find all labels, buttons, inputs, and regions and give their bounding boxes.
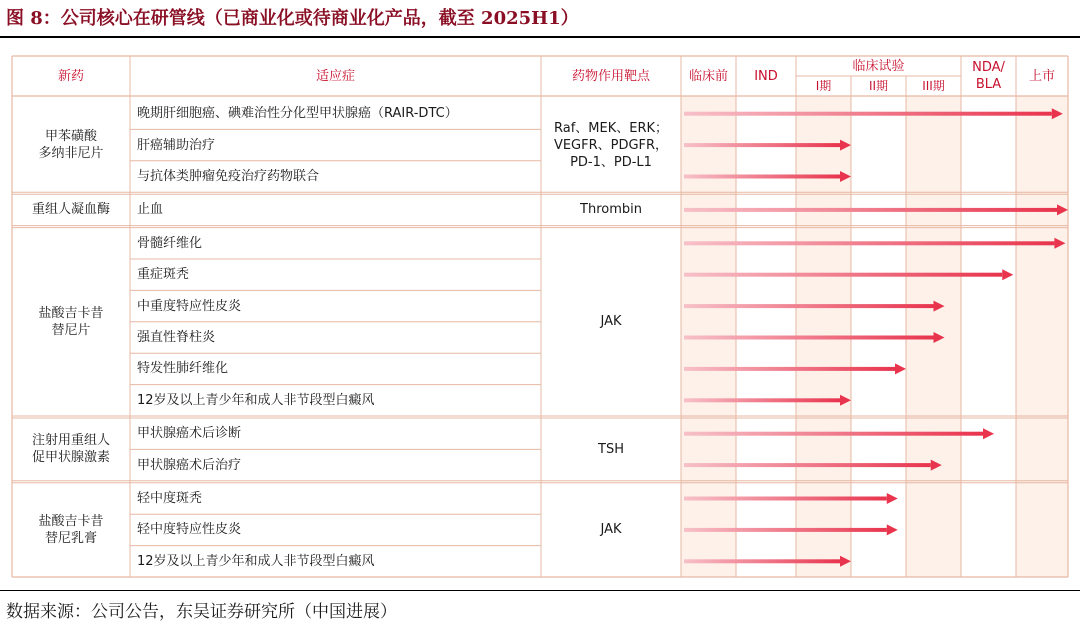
indication-0-0-text: 晚期肝细胞癌、碘难治性分化型甲状腺癌（RAIR-DTC） [137, 106, 458, 122]
progress-arrow-2-4 [684, 367, 895, 371]
header-clinical-text: 临床试验 [852, 58, 905, 74]
drug-target-3 [541, 418, 681, 481]
indication-2-0 [130, 228, 541, 259]
header-phase1 [796, 76, 851, 96]
bottom-rule [0, 590, 1080, 591]
indication-0-1-text: 肝癌辅助治疗 [137, 137, 216, 153]
drug-name-2-text: 盐酸吉卡昔 替尼片 [38, 305, 104, 338]
progress-arrow-2-1 [684, 273, 1002, 277]
progress-arrow-4-0 [684, 497, 887, 501]
drug-target-2-text: JAK [600, 314, 622, 330]
header-target-text: 药物作用靶点 [571, 68, 650, 84]
indication-4-2-text: 12岁及以上青少年和成人非节段型白癜风 [137, 553, 375, 569]
progress-arrowhead-4-1 [887, 524, 898, 535]
header-preclinical-text: 临床前 [688, 68, 728, 84]
header-preclinical [681, 56, 736, 96]
progress-arrow-3-0 [684, 432, 983, 436]
stage-shade-col-6 [1016, 96, 1068, 577]
drug-name-3 [12, 418, 130, 481]
progress-arrow-4-2 [684, 559, 840, 563]
drug-name-4-text: 盐酸吉卡昔 替尼乳膏 [38, 513, 104, 546]
indication-3-0-text: 甲状腺癌术后诊断 [137, 426, 242, 442]
progress-arrowhead-2-4 [895, 363, 906, 374]
indication-4-2 [130, 546, 541, 577]
progress-arrowhead-4-2 [840, 556, 851, 567]
indication-2-3-text: 强直性脊柱炎 [137, 329, 216, 345]
indication-2-2 [130, 290, 541, 321]
progress-arrow-0-0 [684, 112, 1052, 116]
progress-arrow-0-2 [684, 175, 840, 179]
drug-name-3-text: 注射用重组人 促甲状腺激素 [31, 433, 110, 466]
indication-2-2-text: 中重度特应性皮炎 [137, 298, 242, 314]
progress-arrow-2-5 [684, 398, 840, 402]
indication-3-0 [130, 418, 541, 449]
drug-target-1-text: Thrombin [580, 202, 642, 218]
indication-2-1 [130, 259, 541, 290]
indication-1-0-text: 止血 [137, 202, 164, 218]
header-phase2 [851, 76, 906, 96]
indication-4-1 [130, 514, 541, 545]
progress-arrowhead-3-0 [983, 428, 994, 439]
source-note: 数据来源：公司公告，东吴证券研究所（中国进展） [6, 602, 397, 622]
progress-arrow-2-0 [684, 241, 1054, 245]
progress-arrowhead-3-1 [931, 460, 942, 471]
drug-target-0 [541, 98, 681, 192]
header-phase2-text: II期 [868, 78, 889, 93]
drug-target-1 [541, 194, 681, 225]
indication-2-3 [130, 322, 541, 353]
header-clinical [796, 56, 961, 76]
progress-arrowhead-2-3 [934, 332, 945, 343]
progress-arrow-1-0 [684, 208, 1057, 212]
drug-name-2 [12, 228, 130, 416]
progress-arrowhead-0-1 [840, 140, 851, 151]
indication-4-1-text: 轻中度特应性皮炎 [137, 522, 242, 538]
header-nda [961, 56, 1016, 96]
header-drug [12, 56, 130, 96]
indication-0-0 [130, 98, 541, 129]
drug-name-4 [12, 483, 130, 577]
progress-arrow-0-1 [684, 143, 840, 147]
drug-target-4-text: JAK [600, 522, 622, 538]
drug-name-0 [12, 98, 130, 192]
progress-arrowhead-4-0 [887, 493, 898, 504]
stage-shade-col-0 [681, 96, 736, 577]
indication-4-0-text: 轻中度斑秃 [137, 490, 203, 506]
indication-2-4 [130, 353, 541, 384]
indication-3-1-text: 甲状腺癌术后治疗 [137, 457, 242, 473]
drug-target-2 [541, 228, 681, 416]
figure-title: 图 8：公司核心在研管线（已商业化或待商业化产品，截至 2025H1） [6, 8, 579, 29]
drug-name-1 [12, 194, 130, 225]
indication-2-0-text: 骨髓纤维化 [137, 235, 203, 251]
header-ind [736, 56, 796, 96]
indication-0-1 [130, 129, 541, 160]
indication-2-4-text: 特发性肺纤维化 [137, 361, 229, 377]
indication-0-2-text: 与抗体类肿瘤免疫治疗药物联合 [137, 168, 320, 184]
indication-2-5-text: 12岁及以上青少年和成人非节段型白癜风 [137, 392, 375, 408]
indication-3-1 [130, 449, 541, 480]
progress-arrow-2-2 [684, 304, 934, 308]
indication-4-0 [130, 483, 541, 514]
indication-2-5 [130, 385, 541, 416]
drug-target-0-text: Raf、MEK、ERK； VEGFR、PDGFR， PD-1、PD-L1 [553, 120, 669, 170]
header-ind-text: IND [754, 68, 778, 84]
drug-name-0-text: 甲苯磺酸 多纳非尼片 [38, 129, 104, 162]
progress-arrowhead-1-0 [1057, 204, 1068, 215]
drug-name-1-text: 重组人凝血酶 [31, 202, 110, 218]
progress-arrowhead-2-5 [840, 395, 851, 406]
header-market-text: 上市 [1028, 68, 1055, 84]
indication-1-0 [130, 194, 541, 225]
progress-arrowhead-2-2 [934, 301, 945, 312]
top-rule [0, 36, 1080, 38]
drug-target-4 [541, 483, 681, 577]
header-phase1-text: I期 [815, 78, 832, 93]
header-drug-text: 新药 [57, 68, 84, 84]
stage-shade-col-2 [796, 96, 851, 577]
progress-arrowhead-0-0 [1052, 108, 1063, 119]
progress-arrowhead-2-1 [1002, 269, 1013, 280]
header-market [1016, 56, 1068, 96]
header-target [541, 56, 681, 96]
progress-arrowhead-0-2 [840, 171, 851, 182]
stage-shade-col-4 [906, 96, 961, 577]
progress-arrow-3-1 [684, 463, 931, 467]
progress-arrowhead-2-0 [1054, 238, 1065, 249]
drug-target-3-text: TSH [598, 441, 624, 457]
progress-arrow-2-3 [684, 336, 934, 340]
indication-0-2 [130, 161, 541, 192]
header-phase3-text: III期 [922, 78, 945, 93]
header-nda-text: NDA/ BLA [972, 60, 1005, 92]
header-indication-text: 适应症 [315, 68, 355, 84]
header-phase3 [906, 76, 961, 96]
header-indication [130, 56, 541, 96]
progress-arrow-4-1 [684, 528, 887, 532]
indication-2-1-text: 重症斑秃 [137, 267, 190, 283]
